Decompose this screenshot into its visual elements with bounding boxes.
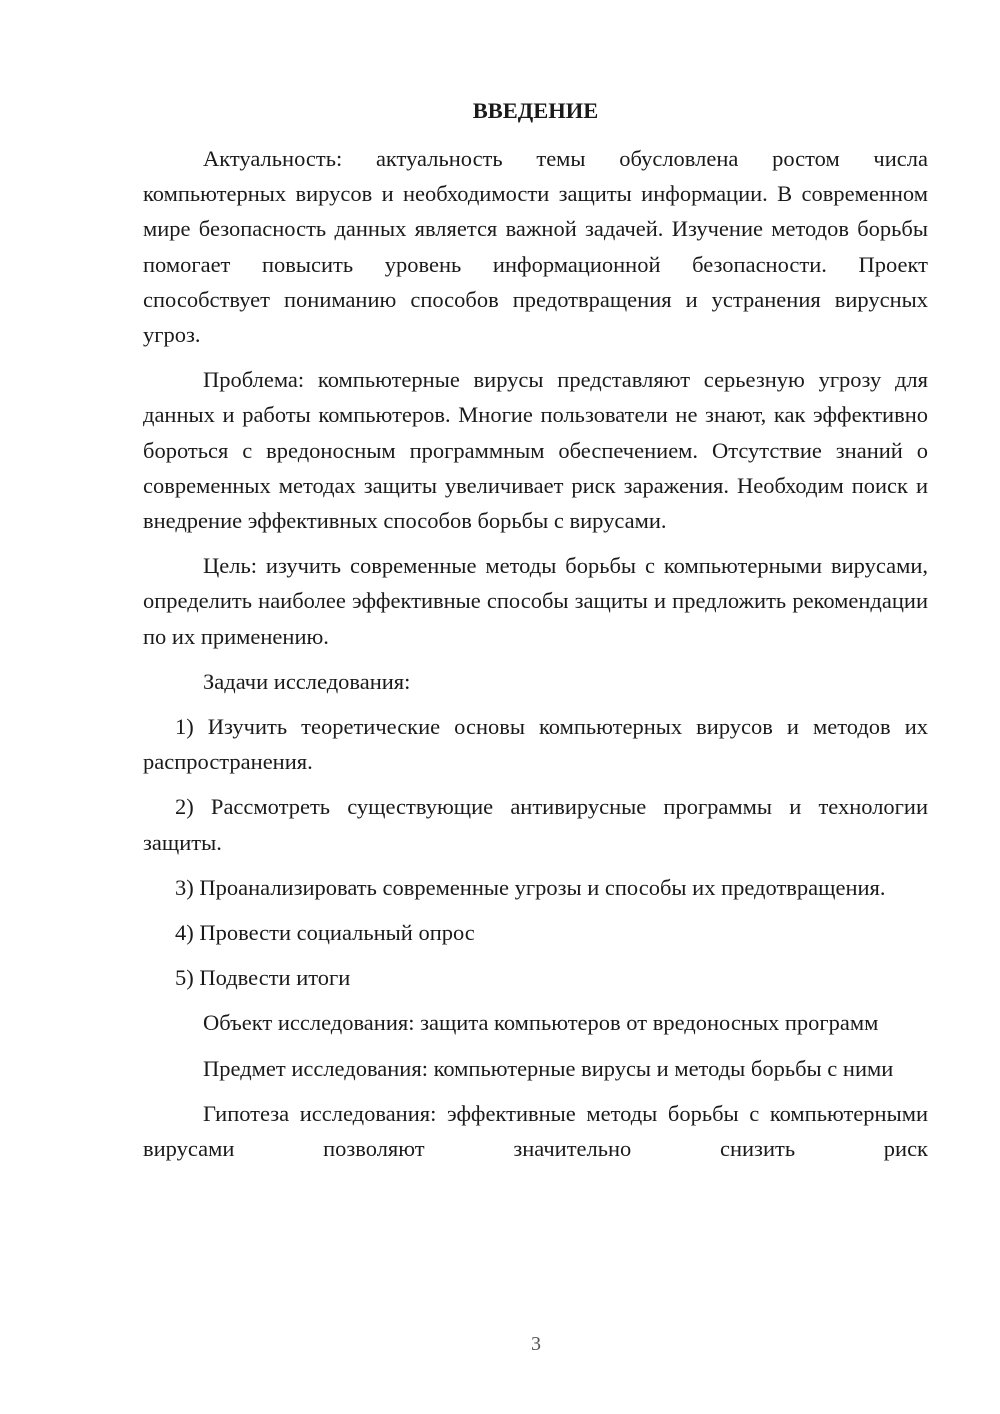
- section-title: ВВЕДЕНИЕ: [472, 98, 599, 123]
- task-item-1: 1) Изучить теоретические основы компьютерных вирусов и методов их распространения.: [143, 714, 928, 775]
- tasks-heading: Задачи исследования:: [203, 668, 411, 694]
- task-item-3: 3) Проанализировать современные угрозы и способы их предотвращения.: [175, 874, 886, 900]
- task-item-5: 5) Подвести итоги: [175, 965, 351, 991]
- page-content: [143, 93, 928, 1166]
- paragraph-hypothesis: Гипотеза исследования: эффективные методы борьбы с компьютерными вирусами позволяют значительно снизить риск: [143, 1100, 928, 1162]
- task-item-2: 2) Рассмотреть существующие антивирусные программы и технологии защиты.: [143, 794, 928, 855]
- page-number: 3: [531, 1333, 541, 1355]
- paragraph-relevance: Актуальность: актуальность темы обусловлена ростом числа компьютерных вирусов и необходимости защиты информации. В современном мире безопасность данных является важной задачей. Изучение методов борьбы помогает повысить уровень информационной безопасности. Проект способствует пониманию способов предотвращения и устранения вирусных угроз.: [143, 146, 928, 348]
- paragraph-problem: Проблема: компьютерные вирусы представляют серьезную угрозу для данных и работы компьютеров. Многие пользователи не знают, как эффективно бороться с вредоносным программным обеспечением. Отсутствие знаний о современных методах защиты увеличивает риск заражения. Необходим поиск и внедрение эффективных способов борьбы с вирусами.: [143, 367, 928, 534]
- paragraph-object: Объект исследования: защита компьютеров от вредоносных программ: [203, 1010, 879, 1036]
- task-item-4: 4) Провести социальный опрос: [175, 920, 475, 946]
- paragraph-subject: Предмет исследования: компьютерные вирусы и методы борьбы с ними: [203, 1055, 894, 1081]
- paragraph-goal: Цель: изучить современные методы борьбы с компьютерными вирусами, определить наиболее эффективные способы защиты и предложить рекомендации по их применению.: [143, 553, 928, 649]
